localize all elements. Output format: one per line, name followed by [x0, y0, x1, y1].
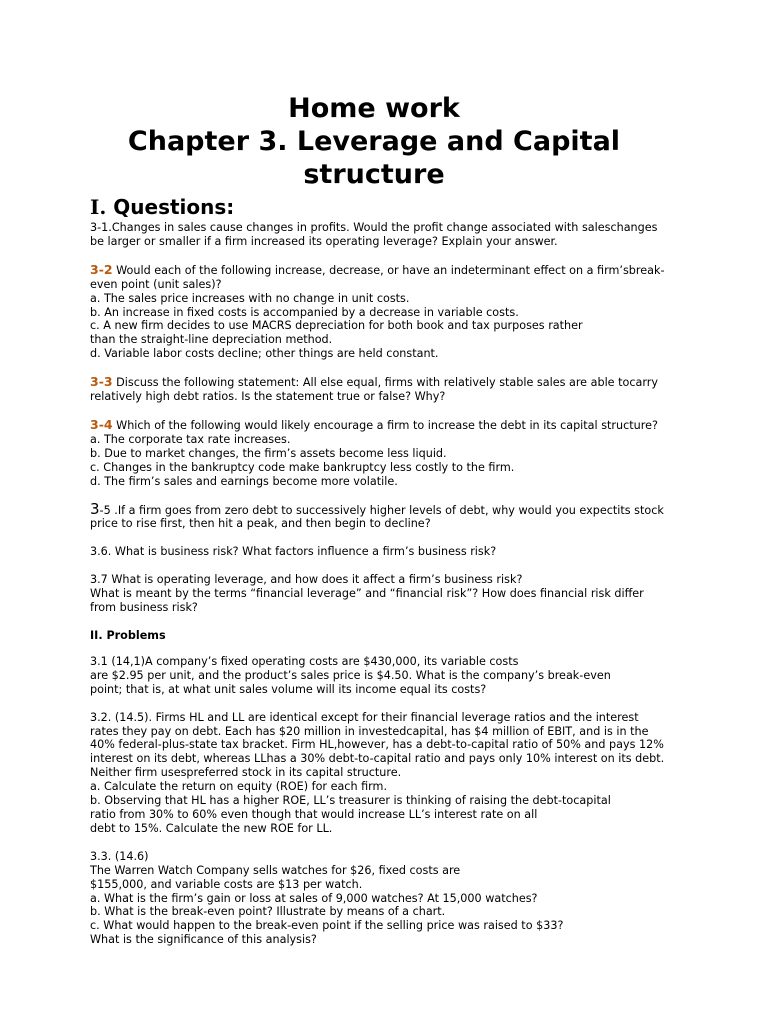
- problem-text: point; that is, at what unit sales volume will its income equal its costs?: [90, 682, 487, 696]
- problem-line: [90, 794, 708, 808]
- problem-text: b. Observing that HL has a higher ROE, LL’s treasurer is thinking of raising the debt-tocapital: [90, 794, 611, 808]
- page-title: [60, 92, 708, 191]
- question-line: [90, 447, 708, 461]
- question-text: even point (unit sales)?: [90, 277, 222, 291]
- problem-line: [90, 892, 708, 906]
- problem-text: ratio from 30% to 60% even though that would increase LL’s interest rate on all: [90, 808, 538, 821]
- question-text: d. The firm’s sales and earnings become more volatile.: [90, 474, 398, 488]
- question-text: What is meant by the terms “financial leverage” and “financial risk”? How does financial risk differ: [90, 587, 644, 601]
- problem-line: [90, 864, 708, 878]
- question-text: c. Changes in the bankruptcy code make bankruptcy less costly to the firm.: [90, 460, 515, 474]
- question-text: 3.7 What is operating leverage, and how does it affect a firm’s business risk?: [90, 573, 523, 587]
- question-line: [90, 390, 708, 404]
- title-line-1: Home work: [288, 93, 460, 124]
- question-q36: [90, 545, 708, 559]
- question-line: [90, 475, 708, 489]
- problem-line: [90, 822, 708, 836]
- question-q37: [90, 573, 708, 615]
- questions-heading-roman: I.: [90, 195, 107, 219]
- problem-line: [90, 905, 708, 919]
- question-q34: [90, 418, 708, 489]
- question-line: [90, 292, 708, 306]
- problem-line: [90, 655, 708, 669]
- problem-text: are $2.95 per unit, and the product’s sales price is $4.50. What is the company’s break-even: [90, 668, 611, 682]
- question-line: [90, 347, 708, 361]
- problem-text: The Warren Watch Company sells watches for $26, fixed costs are: [90, 863, 461, 877]
- problem-line: [90, 669, 708, 683]
- problem-text: 40% federal-plus-state tax bracket. Firm HL,however, has a debt-to-capital ratio of 50% and pays 12%: [90, 738, 664, 752]
- question-text: than the straight-line depreciation method.: [90, 333, 333, 347]
- question-text: -5 .If a firm goes from zero debt to successively higher levels of debt, why would you expectits stock: [99, 503, 664, 517]
- problem-text: rates they pay on debt. Each has $20 million in investedcapital, has $4 million of EBIT, and is in the: [90, 724, 649, 738]
- question-line: [90, 375, 708, 390]
- problem-line: [90, 780, 708, 794]
- question-line: [90, 587, 708, 601]
- question-line: [90, 235, 708, 249]
- problem-text: 3.3. (14.6): [90, 849, 149, 863]
- question-q33: [90, 375, 708, 404]
- problems-heading: II. Problems: [90, 628, 166, 642]
- question-q31: [90, 221, 708, 249]
- question-number: 3-2: [90, 261, 113, 277]
- question-q32: [90, 263, 708, 361]
- question-text: relatively high debt ratios. Is the statement true or false? Why?: [90, 390, 446, 404]
- question-line: [90, 517, 708, 531]
- problem-line: [90, 919, 708, 933]
- problem-line: [90, 850, 708, 864]
- question-line: [90, 418, 708, 433]
- question-text: Which of the following would likely encourage a firm to increase the debt in its capital structure?: [112, 418, 658, 432]
- problem-text: b. What is the break-even point? Illustrate by means of a chart.: [90, 905, 446, 919]
- question-text: be larger or smaller if a firm increased its operating leverage? Explain your answer.: [90, 234, 558, 248]
- problem-line: [90, 711, 708, 725]
- question-text: a. The corporate tax rate increases.: [90, 432, 291, 446]
- question-line: [90, 433, 708, 447]
- question-line: [90, 278, 708, 292]
- question-text: Would each of the following increase, decrease, or have an indeterminant effect on a firm’sbreak-: [112, 263, 665, 277]
- questions-heading: [90, 195, 708, 219]
- question-line: [90, 263, 708, 278]
- question-line: [90, 545, 708, 559]
- problem-line: [90, 933, 708, 947]
- question-line: [90, 601, 708, 615]
- question-text: 3.6. What is business risk? What factors influence a firm’s business risk?: [90, 545, 497, 559]
- problem-p31: [90, 655, 708, 697]
- problem-text: interest on its debt, whereas LLhas a 30% debt-to-capital ratio and pays only 10% interest on its debt.: [90, 752, 665, 766]
- question-text: price to rise first, then hit a peak, and then begin to decline?: [90, 517, 431, 531]
- question-number: 3-4: [90, 416, 113, 432]
- problem-text: debt to 15%. Calculate the new ROE for LL.: [90, 821, 333, 835]
- problem-line: [90, 752, 708, 766]
- questions-heading-text: Questions:: [106, 195, 235, 219]
- problem-p32: [90, 711, 708, 836]
- question-number: 3: [90, 499, 100, 518]
- question-number: 3-3: [90, 374, 113, 390]
- question-text: a. The sales price increases with no change in unit costs.: [90, 291, 410, 305]
- problems-list: [90, 655, 708, 947]
- problem-p33: [90, 850, 708, 947]
- problem-text: a. What is the firm’s gain or loss at sales of 9,000 watches? At 15,000 watches?: [90, 891, 538, 905]
- question-text: c. A new firm decides to use MACRS depreciation for both book and tax purposes rather: [90, 319, 583, 333]
- question-q35: [90, 499, 708, 532]
- problem-text: 3.2. (14.5). Firms HL and LL are identical except for their financial leverage ratios and the interest: [90, 710, 639, 724]
- question-text: d. Variable labor costs decline; other things are held constant.: [90, 347, 439, 361]
- question-line: [90, 499, 708, 518]
- problem-line: [90, 766, 708, 780]
- questions-list: [90, 221, 708, 615]
- problem-text: $155,000, and variable costs are $13 per watch.: [90, 877, 363, 891]
- problem-text: Neither firm usespreferred stock in its capital structure.: [90, 766, 402, 780]
- question-text: from business risk?: [90, 601, 198, 615]
- question-line: [90, 461, 708, 475]
- question-text: 3-1.Changes in sales cause changes in profits. Would the profit change associated with saleschanges: [90, 221, 658, 234]
- question-line: [90, 319, 708, 333]
- problem-text: c. What would happen to the break-even point if the selling price was raised to $33?: [90, 919, 564, 933]
- question-text: b. Due to market changes, the firm’s assets become less liquid.: [90, 446, 447, 460]
- problem-text: What is the significance of this analysis?: [90, 933, 317, 947]
- question-text: b. An increase in fixed costs is accompanied by a decrease in variable costs.: [90, 305, 519, 319]
- problem-line: [90, 738, 708, 752]
- question-line: [90, 306, 708, 320]
- problem-line: [90, 808, 708, 822]
- problem-line: [90, 725, 708, 739]
- question-line: [90, 221, 708, 235]
- title-line-2: Chapter 3. Leverage and Capital structure: [127, 126, 621, 190]
- question-line: [90, 573, 708, 587]
- problem-line: [90, 683, 708, 697]
- problem-text: 3.1 (14,1)A company’s fixed operating costs are $430,000, its variable costs: [90, 654, 519, 668]
- problem-text: a. Calculate the return on equity (ROE) for each firm.: [90, 780, 388, 794]
- question-line: [90, 333, 708, 347]
- problem-line: [90, 878, 708, 892]
- question-text: Discuss the following statement: All else equal, firms with relatively stable sales are able tocarry: [112, 376, 658, 390]
